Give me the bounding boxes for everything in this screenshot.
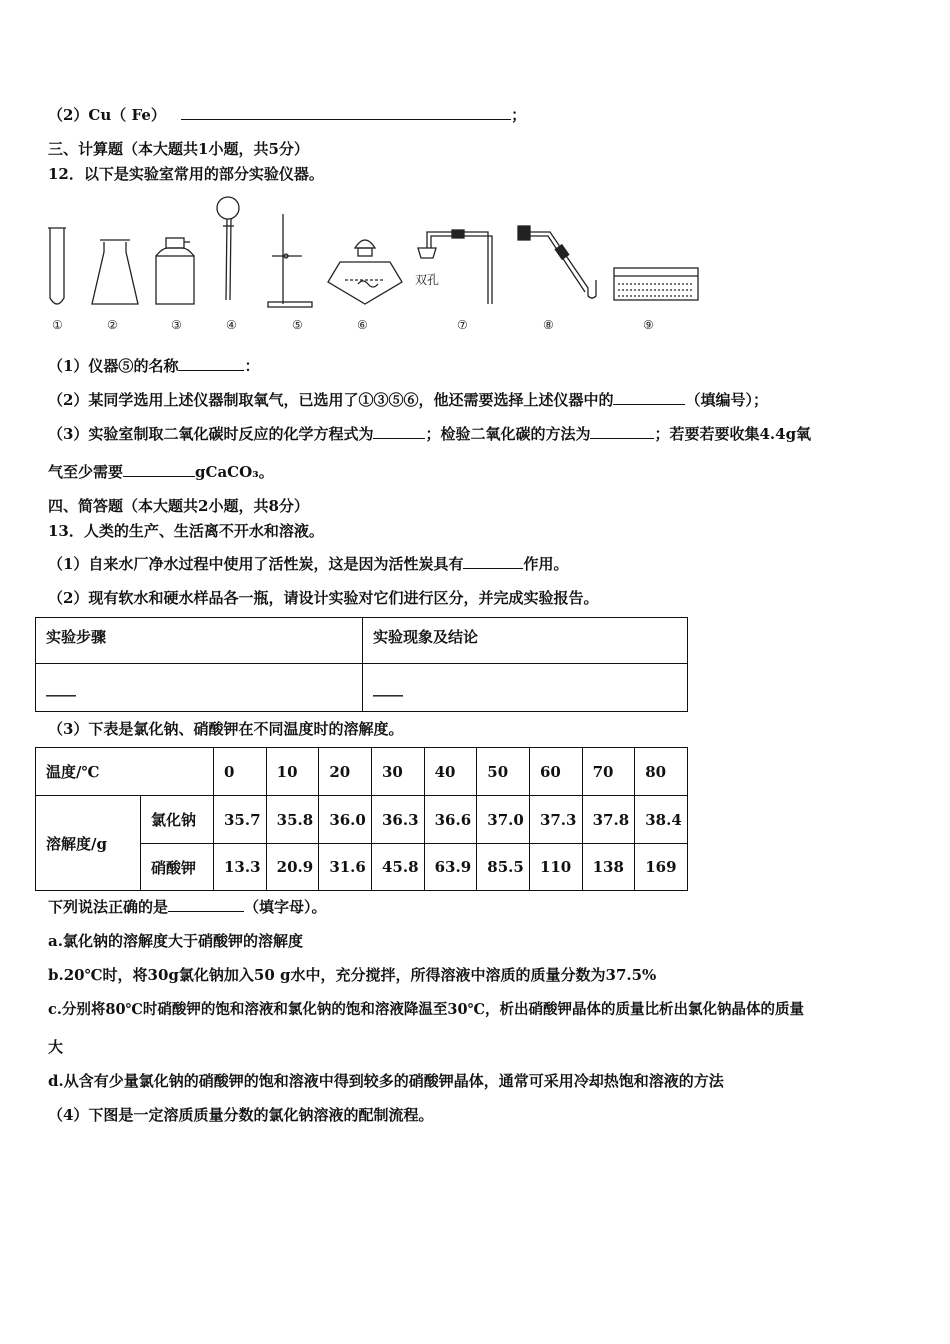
option-a: a.氯化钠的溶解度大于硝酸钾的溶解度 — [48, 932, 303, 950]
q12-part1-end: ： — [244, 357, 260, 375]
conical-flask-drawing — [92, 240, 138, 304]
solubility-table — [35, 747, 688, 891]
nacl-cell: 38.4 — [635, 796, 688, 844]
q13-question-end: （填字母）。 — [244, 898, 327, 916]
kno3-cell: 85.5 — [477, 844, 530, 891]
kno3-cell: 31.6 — [319, 844, 372, 891]
q13-part2: （2）现有软水和硬水样品各一瓶，请设计实验对它们进行区分，并完成实验报告。 — [48, 589, 599, 607]
double-hole-label: 双孔 — [415, 273, 440, 287]
temp-label: 温度/℃ — [36, 748, 214, 796]
answer-blank[interactable] — [178, 356, 244, 371]
q13-question — [48, 896, 327, 917]
kno3-cell: 138 — [582, 844, 635, 891]
q12-part3-cont — [48, 461, 274, 482]
alcohol-lamp-drawing — [328, 240, 402, 304]
q12-part3 — [48, 423, 811, 444]
nacl-cell: 37.8 — [582, 796, 635, 844]
separatory-funnel-drawing — [217, 197, 239, 300]
apparatus-label-3: ③ — [171, 318, 182, 332]
q13-part3: （3）下表是氯化钠、硝酸钾在不同温度时的溶解度。 — [48, 720, 404, 738]
nacl-cell: 37.0 — [477, 796, 530, 844]
delivery-tube-drawing — [518, 226, 596, 298]
apparatus-label-4: ④ — [226, 318, 237, 332]
apparatus-label-6: ⑥ — [357, 318, 368, 332]
test-tube-drawing — [48, 228, 66, 304]
temp-cell: 0 — [214, 748, 267, 796]
temp-cell: 50 — [477, 748, 530, 796]
q12-part2-text: （2）某同学选用上述仪器制取氧气，已选用了①③⑤⑥，他还需要选择上述仪器中的 — [48, 391, 614, 409]
q13-question-text: 下列说法正确的是 — [48, 898, 169, 916]
nacl-cell: 35.7 — [214, 796, 267, 844]
q12-part2 — [48, 389, 768, 410]
apparatus-label-5: ⑤ — [292, 318, 303, 332]
section-3-heading: 三、计算题（本大题共1小题，共5分） — [48, 140, 309, 158]
solubility-label: 溶解度/g — [36, 796, 141, 891]
q12-part3-text: （3）实验室制取二氧化碳时反应的化学方程式为 — [48, 425, 374, 443]
answer-blank[interactable] — [123, 462, 195, 477]
water-trough-drawing — [614, 268, 698, 300]
q12-stem: 12．以下是实验室常用的部分实验仪器。 — [48, 165, 324, 183]
answer-blank[interactable] — [590, 424, 654, 439]
iron-stand-drawing — [268, 214, 312, 307]
answer-blank[interactable] — [613, 390, 685, 405]
nacl-cell: 35.8 — [266, 796, 319, 844]
temp-cell: 10 — [266, 748, 319, 796]
answer-blank[interactable] — [168, 897, 244, 912]
option-b: b.20℃时，将30g氯化钠加入50 g水中，充分搅拌，所得溶液中溶质的质量分数为37.5% — [48, 966, 657, 984]
temp-cell: 40 — [424, 748, 477, 796]
q13-part1-end: 作用。 — [523, 555, 569, 573]
temp-cell: 80 — [635, 748, 688, 796]
kno3-cell: 45.8 — [371, 844, 424, 891]
q11-part2 — [48, 104, 526, 125]
temperature-row — [36, 748, 688, 796]
q12-part3-cont-end: gCaCO₃。 — [195, 463, 274, 481]
nacl-cell: 36.0 — [319, 796, 372, 844]
answer-blank[interactable] — [181, 105, 511, 120]
experiment-report-table — [35, 617, 688, 712]
q13-part1 — [48, 553, 568, 574]
q12-part2-end: （填编号）； — [685, 391, 768, 409]
nacl-cell: 36.3 — [371, 796, 424, 844]
section-4-heading: 四、简答题（本大题共2小题，共8分） — [48, 497, 309, 515]
apparatus-label-7: ⑦ — [457, 318, 468, 332]
q13-part1-text: （1）自来水厂净水过程中使用了活性炭，这是因为活性炭具有 — [48, 555, 464, 573]
q12-part3-mid: ；检验二氧化碳的方法为 — [425, 425, 591, 443]
kno3-label: 硝酸钾 — [141, 844, 214, 891]
q11-end: ； — [511, 106, 527, 124]
report-header-steps: 实验步骤 — [36, 618, 363, 664]
temp-cell: 20 — [319, 748, 372, 796]
kno3-cell: 13.3 — [214, 844, 267, 891]
apparatus-label-2: ② — [107, 318, 118, 332]
temp-cell: 60 — [529, 748, 582, 796]
nacl-cell: 37.3 — [529, 796, 582, 844]
temp-cell: 70 — [582, 748, 635, 796]
report-cell-result[interactable]: ____ — [363, 664, 688, 712]
apparatus-label-9: ⑨ — [643, 318, 654, 332]
report-cell-steps[interactable]: ____ — [36, 664, 363, 712]
apparatus-label-1: ① — [52, 318, 63, 332]
q12-part3-cont-text: 气至少需要 — [48, 463, 124, 481]
temp-cell: 30 — [371, 748, 424, 796]
nacl-row — [36, 796, 688, 844]
option-c-cont: 大 — [48, 1038, 64, 1056]
answer-blank[interactable] — [463, 554, 523, 569]
nacl-label: 氯化钠 — [141, 796, 214, 844]
q13-part4: （4）下图是一定溶质质量分数的氯化钠溶液的配制流程。 — [48, 1106, 434, 1124]
q13-stem: 13．人类的生产、生活离不开水和溶液。 — [48, 522, 324, 540]
option-d: d.从含有少量氯化钠的硝酸钾的饱和溶液中得到较多的硝酸钾晶体，通常可采用冷却热饱和溶液的方法 — [48, 1072, 724, 1090]
stopper-tube-drawing — [418, 230, 492, 304]
answer-blank[interactable] — [373, 424, 425, 439]
report-header-result: 实验现象及结论 — [363, 618, 688, 664]
apparatus-label-8: ⑧ — [543, 318, 554, 332]
reagent-bottle-drawing — [156, 238, 194, 304]
nacl-cell: 36.6 — [424, 796, 477, 844]
kno3-cell: 169 — [635, 844, 688, 891]
q12-part1 — [48, 355, 259, 376]
kno3-cell: 63.9 — [424, 844, 477, 891]
q12-part3-end: ；若要若要收集4.4g氧 — [654, 425, 812, 443]
q11-part2-text: （2）Cu（ Fe） — [48, 106, 166, 124]
kno3-cell: 110 — [529, 844, 582, 891]
apparatus-figure — [40, 192, 720, 342]
option-c: c.分别将80℃时硝酸钾的饱和溶液和氯化钠的饱和溶液降温至30℃，析出硝酸钾晶体的质量比析出氯化钠晶体的质量 — [48, 1001, 804, 1018]
kno3-cell: 20.9 — [266, 844, 319, 891]
q12-part1-text: （1）仪器⑤的名称 — [48, 357, 179, 375]
